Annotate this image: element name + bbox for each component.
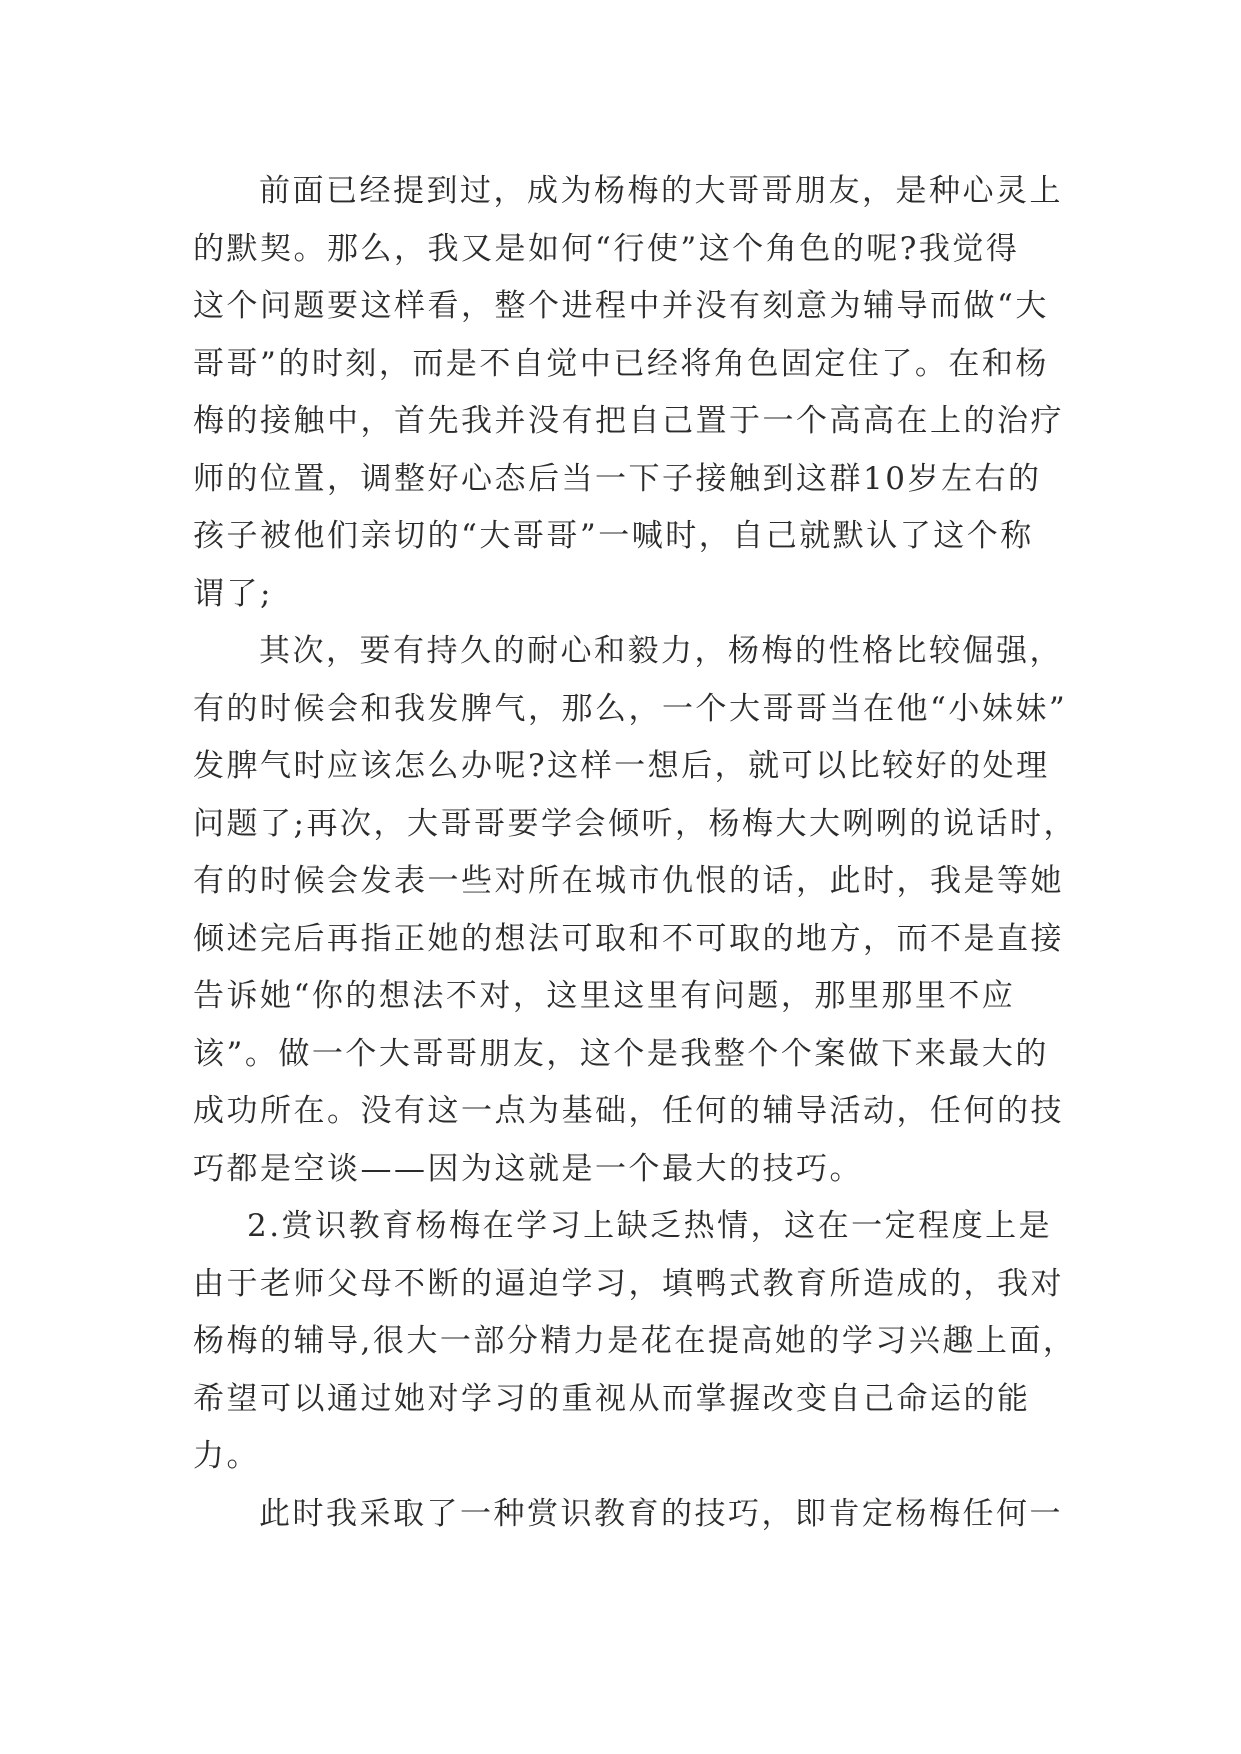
text-line: 问题了;再次，大哥哥要学会倾听，杨梅大大咧咧的说话时， [193, 805, 1077, 842]
text-line: 哥哥”的时刻，而是不自觉中已经将角色固定住了。在和杨 [193, 345, 1049, 382]
text-line: 成功所在。没有这一点为基础，任何的辅导活动，任何的技 [193, 1093, 1064, 1129]
text-line: 其次，要有持久的耐心和毅力，杨梅的性格比较倔强， [259, 633, 1063, 669]
text-line: 倾述完后再指正她的想法可取和不可取的地方，而不是直接 [193, 920, 1064, 957]
text-line: 有的时候会和我发脾气，那么，一个大哥哥当在他“小妹妹” [193, 690, 1068, 727]
text-line: 谓了; [193, 575, 273, 612]
text-line: 由于老师父母不断的逼迫学习，填鸭式教育所造成的，我对 [193, 1265, 1064, 1302]
text-line: 的默契。那么，我又是如何“行使”这个角色的呢?我觉得 [193, 230, 1020, 267]
text-line: 告诉她“你的想法不对，这里这里有问题，那里那里不应 [193, 978, 1016, 1014]
text-line: 前面已经提到过，成为杨梅的大哥哥朋友，是种心灵上 [259, 173, 1063, 209]
text-line: 这个问题要这样看，整个进程中并没有刻意为辅导而做“大 [193, 288, 1049, 324]
text-line: 发脾气时应该怎么办呢?这样一想后，就可以比较好的处理 [193, 748, 1050, 784]
text-line: 该”。做一个大哥哥朋友，这个是我整个个案做下来最大的 [193, 1035, 1049, 1072]
text-line: 梅的接触中，首先我并没有把自己置于一个高高在上的治疗 [193, 403, 1064, 439]
body-text [193, 163, 1077, 1543]
text-line: 此时我采取了一种赏识教育的技巧，即肯定杨梅任何一 [259, 1495, 1063, 1532]
text-line: 杨梅的辅导,很大一部分精力是花在提高她的学习兴趣上面， [193, 1323, 1077, 1359]
text-line: 力。 [193, 1438, 260, 1474]
text-line: 巧都是空谈——因为这就是一个最大的技巧。 [193, 1150, 863, 1187]
text-line: 师的位置，调整好心态后当一下子接触到这群10岁左右的 [193, 460, 1042, 497]
text-line: 希望可以通过她对学习的重视从而掌握改变自己命运的能 [193, 1380, 1031, 1417]
text-line: 孩子被他们亲切的“大哥哥”一喊时，自己就默认了这个称 [193, 518, 1034, 554]
text-line: 2.赏识教育杨梅在学习上缺乏热情，这在一定程度上是 [247, 1208, 1053, 1244]
text-line: 有的时候会发表一些对所在城市仇恨的话，此时，我是等她 [193, 863, 1064, 899]
